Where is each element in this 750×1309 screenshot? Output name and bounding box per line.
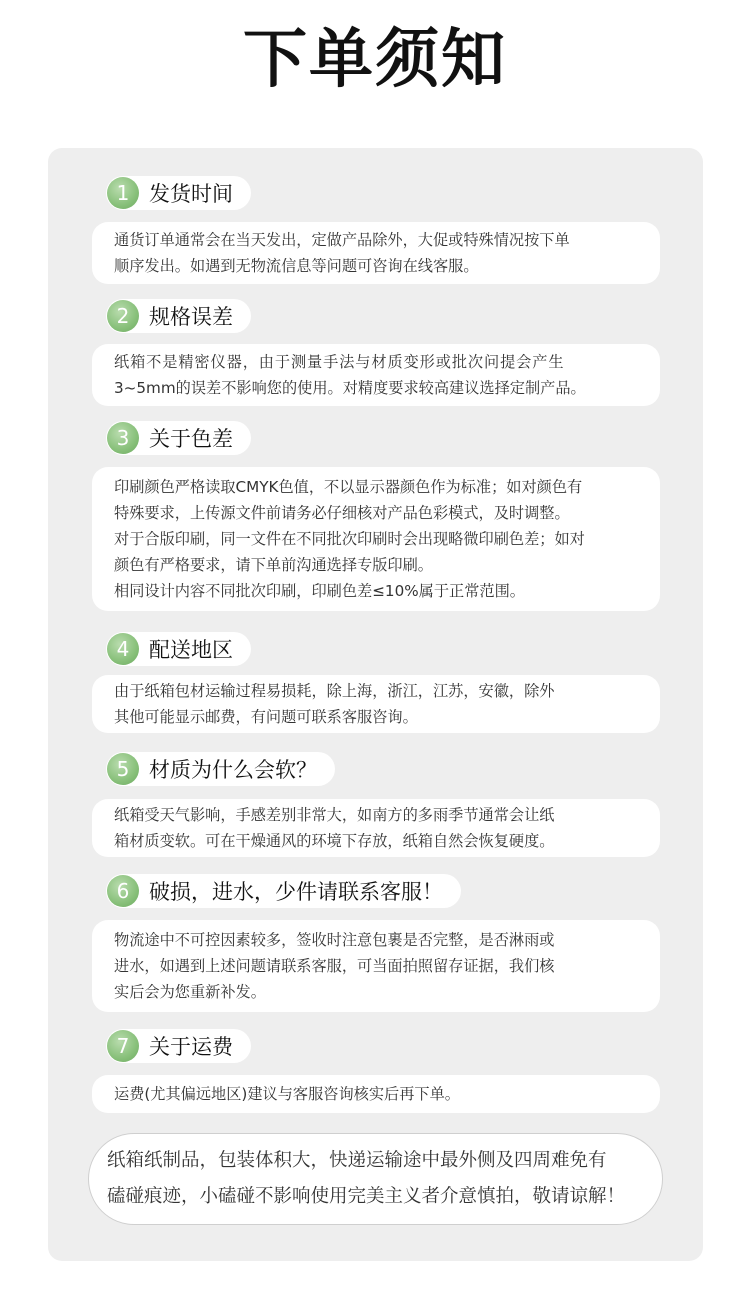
section-6-line: 物流途中不可控因素较多，签收时注意包裹是否完整，是否淋雨或 xyxy=(114,931,555,949)
section-3-line: 印刷颜色严格读取CMYK色值，不以显示器颜色作为标准；如对颜色有 xyxy=(114,478,583,496)
section-4-number-badge: 4 xyxy=(107,633,139,665)
section-1-body xyxy=(92,222,660,284)
section-4-header xyxy=(106,632,251,666)
section-1-title: 发货时间 xyxy=(149,182,233,206)
section-7-number-badge: 7 xyxy=(107,1030,139,1062)
section-3-title: 关于色差 xyxy=(149,427,233,451)
section-5-body xyxy=(92,799,660,857)
section-2-body xyxy=(92,344,660,406)
section-6-line: 实后会为您重新补发。 xyxy=(114,983,266,1001)
section-6-header xyxy=(106,874,461,908)
section-3-line: 特殊要求，上传源文件前请务必仔细核对产品色彩模式，及时调整。 xyxy=(114,504,570,522)
section-6-line: 进水，如遇到上述问题请联系客服，可当面拍照留存证据，我们核 xyxy=(114,957,555,975)
section-4-body xyxy=(92,675,660,733)
section-4-line: 其他可能显示邮费，有问题可联系客服咨询。 xyxy=(114,708,418,726)
section-5-line: 箱材质变软。可在干燥通风的环境下存放，纸箱自然会恢复硬度。 xyxy=(114,832,555,850)
section-7-line: 运费(尤其偏远地区)建议与客服咨询核实后再下单。 xyxy=(114,1085,460,1103)
section-2-line: 纸箱不是精密仪器，由于测量手法与材质变形或批次问提会产生 xyxy=(114,353,565,371)
section-6-title: 破损，进水，少件请联系客服！ xyxy=(149,880,443,904)
section-7-title: 关于运费 xyxy=(149,1035,233,1059)
section-3-header xyxy=(106,421,251,455)
section-4-title: 配送地区 xyxy=(149,638,233,662)
section-3-number-badge: 3 xyxy=(107,422,139,454)
section-7-body xyxy=(92,1075,660,1113)
section-3-line: 对于合版印刷，同一文件在不同批次印刷时会出现略微印刷色差；如对 xyxy=(114,530,585,548)
section-4-line: 由于纸箱包材运输过程易损耗，除上海，浙江，江苏，安徽，除外 xyxy=(114,682,555,700)
section-7-header xyxy=(106,1029,251,1063)
section-5-title: 材质为什么会软？ xyxy=(149,758,317,782)
disclaimer-line: 磕碰痕迹，小磕碰不影响使用完美主义者介意慎拍，敬请谅解！ xyxy=(107,1186,626,1207)
section-1-line: 通货订单通常会在当天发出，定做产品除外，大促或特殊情况按下单 xyxy=(114,231,570,249)
section-2-line: 3~5mm的误差不影响您的使用。对精度要求较高建议选择定制产品。 xyxy=(114,379,586,397)
section-5-number-badge: 5 xyxy=(107,753,139,785)
disclaimer-note xyxy=(88,1133,663,1225)
section-2-number-badge: 2 xyxy=(107,300,139,332)
page-title: 下单须知 xyxy=(243,23,507,97)
disclaimer-line: 纸箱纸制品，包装体积大，快递运输途中最外侧及四周难免有 xyxy=(107,1150,607,1171)
section-1-line: 顺序发出。如遇到无物流信息等问题可咨询在线客服。 xyxy=(114,257,479,275)
section-3-body xyxy=(92,467,660,611)
section-2-title: 规格误差 xyxy=(149,305,233,329)
section-1-header xyxy=(106,176,251,210)
section-1-number-badge: 1 xyxy=(107,177,139,209)
section-3-line: 颜色有严格要求，请下单前沟通选择专版印刷。 xyxy=(114,556,433,574)
section-3-line: 相同设计内容不同批次印刷，印刷色差≤10%属于正常范围。 xyxy=(114,582,525,600)
section-5-line: 纸箱受天气影响，手感差别非常大，如南方的多雨季节通常会让纸 xyxy=(114,806,555,824)
section-2-header xyxy=(106,299,251,333)
section-6-number-badge: 6 xyxy=(107,875,139,907)
section-6-body xyxy=(92,920,660,1012)
section-5-header xyxy=(106,752,335,786)
